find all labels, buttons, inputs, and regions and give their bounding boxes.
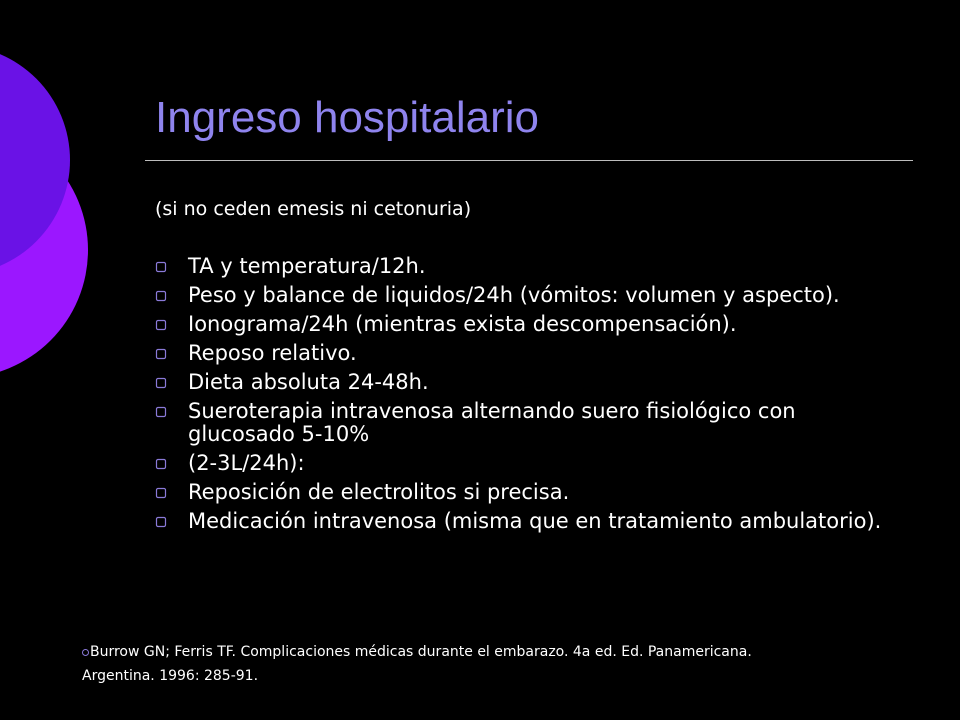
bullet-text: Ionograma/24h (mientras exista descompensación).: [188, 312, 737, 336]
hollow-square-bullet-icon: [155, 348, 167, 360]
bullet-item: [155, 452, 900, 475]
slide-subtitle: (si no ceden emesis ni cetonuria): [155, 198, 472, 220]
bullet-text: Reposo relativo.: [188, 341, 357, 365]
bullet-text: Sueroterapia intravenosa alternando suero fisiológico con glucosado 5-10%: [188, 399, 796, 446]
small-circle-bullet-icon: [82, 649, 89, 656]
bullet-item: [155, 481, 900, 504]
slide-title: Ingreso hospitalario: [155, 93, 540, 142]
bullet-item: [155, 371, 900, 394]
bullet-list: [155, 255, 900, 539]
hollow-square-bullet-icon: [155, 406, 167, 418]
bullet-text: (2-3L/24h):: [188, 451, 305, 475]
hollow-square-bullet-icon: [155, 261, 167, 273]
hollow-square-bullet-icon: [155, 290, 167, 302]
reference-text: Burrow GN; Ferris TF. Complicaciones médicas durante el embarazo. 4a ed. Ed. Panamericana. Argentina. 1996: 285-91.: [82, 644, 752, 684]
bullet-item: [155, 313, 900, 336]
reference-citation: [82, 640, 782, 688]
hollow-square-bullet-icon: [155, 319, 167, 331]
hollow-square-bullet-icon: [155, 487, 167, 499]
title-divider: [145, 160, 913, 161]
hollow-square-bullet-icon: [155, 377, 167, 389]
bullet-item: [155, 400, 900, 446]
hollow-square-bullet-icon: [155, 458, 167, 470]
bullet-item: [155, 510, 900, 533]
bullet-text: Peso y balance de liquidos/24h (vómitos: volumen y aspecto).: [188, 283, 840, 307]
bullet-text: TA y temperatura/12h.: [188, 254, 426, 278]
bullet-text: Reposición de electrolitos si precisa.: [188, 480, 570, 504]
hollow-square-bullet-icon: [155, 516, 167, 528]
bullet-text: Dieta absoluta 24-48h.: [188, 370, 429, 394]
bullet-item: [155, 284, 900, 307]
bullet-text: Medicación intravenosa (misma que en tratamiento ambulatorio).: [188, 509, 882, 533]
bullet-item: [155, 255, 900, 278]
bullet-item: [155, 342, 900, 365]
